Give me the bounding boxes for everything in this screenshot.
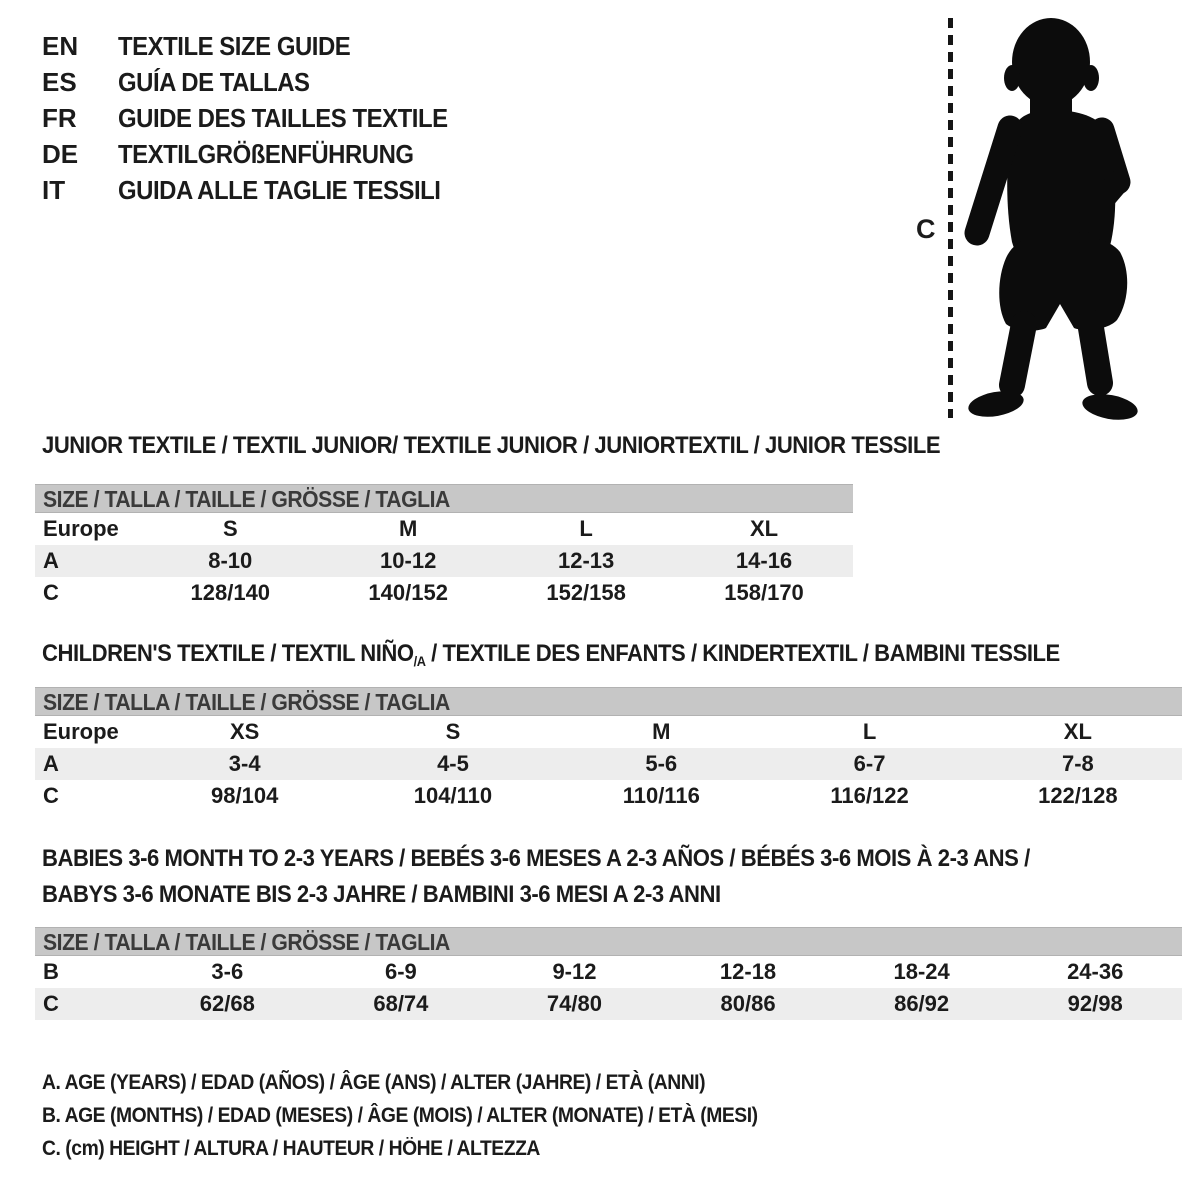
size-header-text: SIZE / TALLA / TAILLE / GRÖSSE / TAGLIA	[43, 929, 450, 955]
age-cell: 12-13	[557, 548, 615, 573]
age-cell: 3-4	[228, 751, 261, 776]
height-measure-label: C	[916, 214, 936, 244]
section-title-junior	[42, 432, 1018, 460]
title-part-subscript: /A	[413, 653, 426, 669]
table-row-region	[35, 716, 1182, 748]
language-code: DE	[42, 139, 79, 169]
language-row-it	[42, 172, 476, 208]
size-cell: M	[652, 719, 671, 744]
height-cell: 152/158	[546, 580, 626, 605]
size-header-text: SIZE / TALLA / TAILLE / GRÖSSE / TAGLIA	[43, 486, 450, 512]
row-label: C	[43, 580, 59, 605]
children-size-table	[35, 687, 1182, 812]
height-cell: 158/170	[724, 580, 804, 605]
size-cell: XL	[1063, 719, 1092, 744]
language-code: EN	[42, 31, 79, 61]
age-cell: 12-18	[719, 959, 777, 984]
height-cell: 140/152	[368, 580, 448, 605]
table-row-height	[35, 988, 1182, 1020]
size-header-bar	[35, 687, 1182, 716]
height-measure-dotted-line	[948, 18, 953, 418]
table-row-height	[35, 577, 853, 609]
height-cell: 62/68	[199, 991, 255, 1016]
row-label: B	[43, 959, 59, 984]
row-label: Europe	[43, 719, 119, 744]
section-title-babies	[42, 841, 1116, 913]
size-cell: S	[445, 719, 461, 744]
size-cell: XL	[749, 516, 779, 541]
height-cell: 98/104	[211, 783, 279, 808]
title-part-pre: CHILDREN'S TEXTILE / TEXTIL NIÑO	[42, 640, 414, 667]
language-title: GUIDE DES TAILLES TEXTILE	[118, 103, 448, 133]
legend-block	[42, 1066, 820, 1165]
language-code: FR	[42, 103, 77, 133]
language-title: GUIDA ALLE TAGLIE TESSILI	[118, 175, 441, 205]
height-cell: 68/74	[373, 991, 429, 1016]
age-cell: 7-8	[1061, 751, 1094, 776]
language-title-block	[42, 28, 476, 208]
table-row-age-months	[35, 956, 1182, 988]
legend-text: B. AGE (MONTHS) / EDAD (MESES) / ÂGE (MOIS) / ALTER (MONATE) / ETÀ (MESI)	[42, 1104, 758, 1127]
size-header-bar	[35, 927, 1182, 956]
height-cell: 128/140	[190, 580, 271, 605]
size-header-bar	[35, 484, 853, 513]
babies-size-table	[35, 927, 1182, 1020]
legend-text: A. AGE (YEARS) / EDAD (AÑOS) / ÂGE (ANS) / ALTER (JAHRE) / ETÀ (ANNI)	[42, 1071, 706, 1094]
language-row-fr	[42, 100, 476, 136]
language-code: ES	[42, 67, 77, 97]
age-cell: 3-6	[211, 959, 244, 984]
table-row-age	[35, 748, 1182, 780]
height-cell: 86/92	[894, 991, 950, 1016]
age-cell: 18-24	[893, 959, 950, 984]
age-cell: 24-36	[1067, 959, 1124, 984]
age-cell: 6-9	[384, 959, 417, 984]
height-cell: 92/98	[1067, 991, 1123, 1016]
language-title: TEXTILE SIZE GUIDE	[118, 31, 351, 61]
row-label: Europe	[43, 516, 119, 541]
legend-line-c	[42, 1132, 820, 1165]
row-label: C	[43, 783, 59, 808]
height-cell: 74/80	[546, 991, 602, 1016]
table-row-age	[35, 545, 853, 577]
age-cell: 5-6	[645, 751, 678, 776]
legend-line-a	[42, 1066, 820, 1099]
legend-text: C. (cm) HEIGHT / ALTURA / HAUTEUR / HÖHE / ALTEZZA	[42, 1137, 540, 1160]
age-cell: 14-16	[735, 548, 793, 573]
junior-size-table	[35, 484, 853, 609]
language-row-es	[42, 64, 476, 100]
size-header-text: SIZE / TALLA / TAILLE / GRÖSSE / TAGLIA	[43, 689, 450, 715]
section-title-children	[42, 640, 1148, 668]
age-cell: 10-12	[380, 548, 437, 573]
section-title-line2: BABYS 3-6 MONATE BIS 2-3 JAHRE / BAMBINI 3-6 MESI A 2-3 ANNI	[42, 881, 721, 908]
height-cell: 122/128	[1038, 783, 1118, 808]
height-cell: 116/122	[830, 783, 909, 808]
row-label: A	[43, 548, 59, 573]
language-row-en	[42, 28, 476, 64]
height-cell: 80/86	[720, 991, 776, 1016]
size-cell: M	[399, 516, 418, 541]
toddler-silhouette-icon	[960, 14, 1140, 420]
size-cell: XS	[229, 719, 260, 744]
row-label: C	[43, 991, 59, 1016]
title-part-post: / TEXTILE DES ENFANTS / KINDERTEXTIL / BAMBINI TESSILE	[425, 640, 1060, 667]
height-cell: 110/116	[622, 783, 700, 808]
legend-line-b	[42, 1099, 820, 1132]
section-title-text	[42, 640, 1060, 668]
language-title: TEXTILGRÖßENFÜHRUNG	[118, 139, 414, 169]
size-cell: L	[862, 719, 877, 744]
height-cell: 104/110	[413, 783, 493, 808]
row-label: A	[43, 751, 59, 776]
language-title: GUÍA DE TALLAS	[118, 67, 310, 97]
size-cell: L	[579, 516, 593, 541]
age-cell: 4-5	[437, 751, 469, 776]
size-cell: S	[222, 516, 238, 541]
language-code: IT	[42, 175, 66, 205]
language-row-de	[42, 136, 476, 172]
table-row-height	[35, 780, 1182, 812]
age-cell: 6-7	[853, 751, 886, 776]
age-cell: 8-10	[208, 548, 253, 573]
table-row-region	[35, 513, 853, 545]
section-title-text: JUNIOR TEXTILE / TEXTIL JUNIOR/ TEXTILE JUNIOR / JUNIORTEXTIL / JUNIOR TESSILE	[42, 432, 941, 459]
section-title-line1: BABIES 3-6 MONTH TO 2-3 YEARS / BEBÉS 3-6 MESES A 2-3 AÑOS / BÉBÉS 3-6 MOIS À 2-3 ANS /	[42, 845, 1030, 872]
age-cell: 9-12	[552, 959, 597, 984]
